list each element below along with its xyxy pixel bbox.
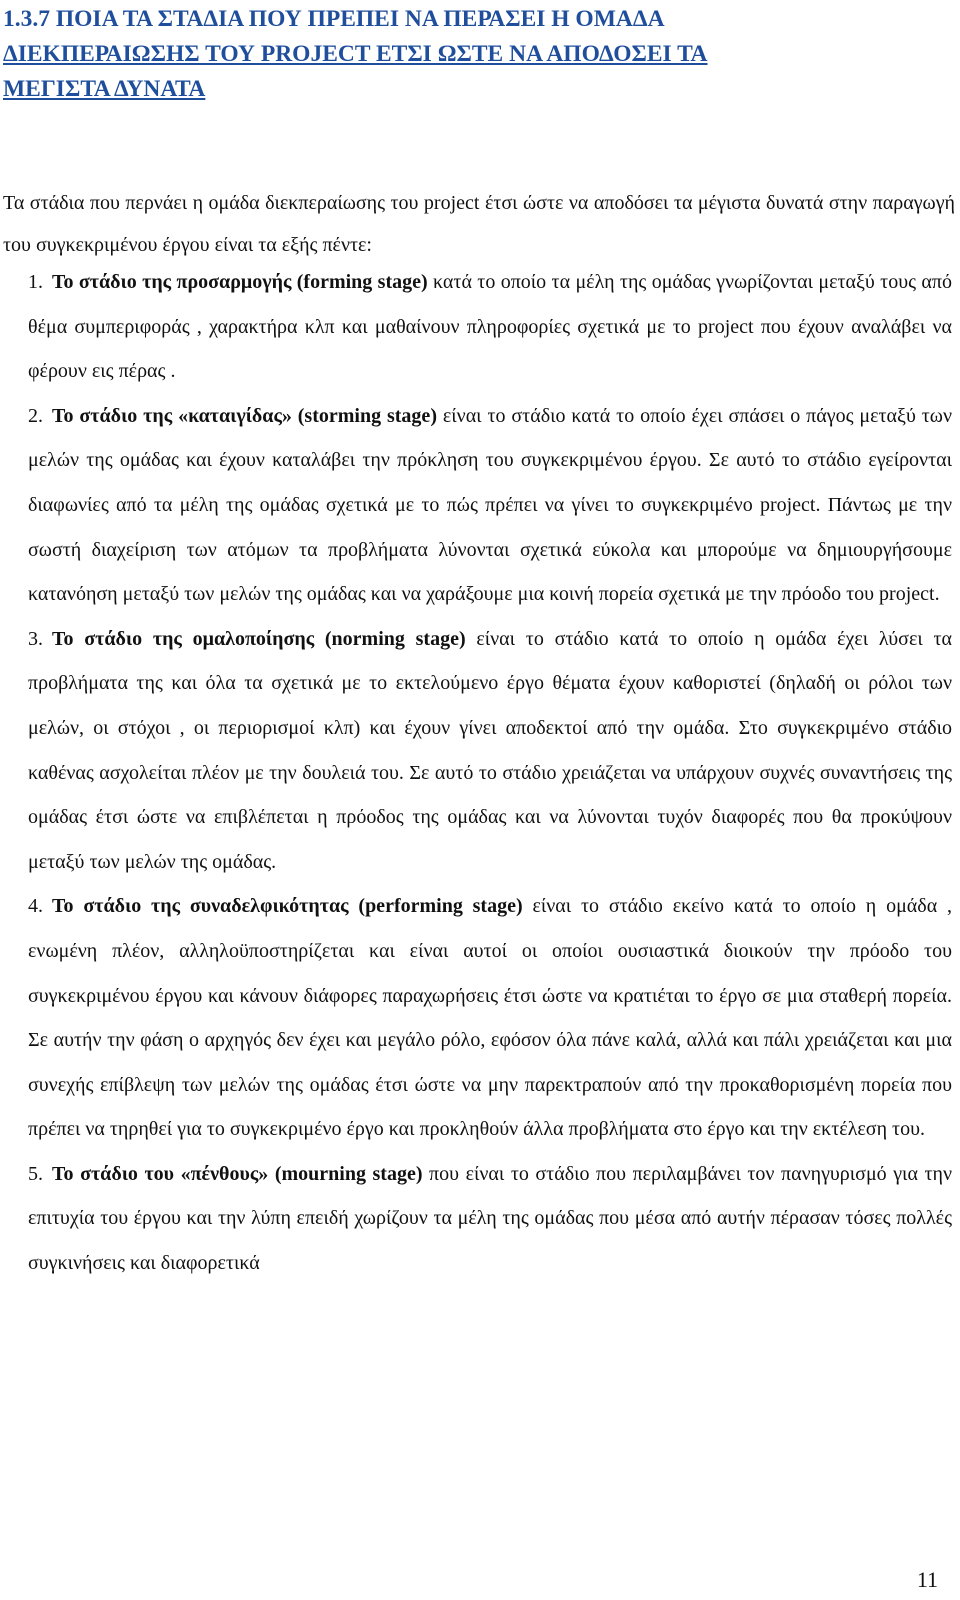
stage-item <box>28 1152 952 1286</box>
stage-text: που είναι το στάδιο που περιλαμβάνει τον πανηγυρισμό για την επιτυχία του έργου και την λύπη επειδή χωρίζουν τα μέλη της ομάδας που μέσα από αυτήν πέρασαν τόσες πολλές συγκινήσεις και διαφορετικά <box>28 1162 953 1275</box>
stage-text: είναι το στάδιο εκείνο κατά το οποίο η ομάδα , ενωμένη πλέον, αλληλοϋποστηρίζεται και είναι αυτοί οι οποίοι ουσιαστικά διοικούν την πρόοδο του συγκεκριμένου έργου και κάνουν διάφορες παραχωρήσεις έτσι ώστε να κρατιέται το έργο σε μια σταθερή πορεία. Σε αυτήν την φάση ο αρχηγός δεν έχει και μεγάλο ρόλο, εφόσον όλα πάνε καλά, αλλά και πάλι χρειάζεται και μια συνεχής επίβλεψη των μελών της ομάδας έτσι ώστε να μην παρεκτραπούν από την προκαθορισμένη πορεία που πρέπει να τηρηθεί για το συγκεκριμένο έργο και προκληθούν άλλα προβλήματα στο έργο και την εκτέλεση του. <box>28 895 952 1141</box>
stage-number: 2. <box>28 404 43 427</box>
stage-item <box>28 394 952 617</box>
intro-paragraph: Τα στάδια που περνάει η ομάδα διεκπεραίωσης του project έτσι ώστε να αποδόσει τα μέγιστα δυνατά στην παραγωγή του συγκεκριμένου έργου είναι τα εξής πέντε: <box>3 192 955 256</box>
stage-number: 1. <box>28 271 43 293</box>
stage-term: Το στάδιο της συναδελφικότητας (performing stage) <box>52 895 523 918</box>
stage-text: είναι το στάδιο κατά το οποίο έχει σπάσει ο πάγος μεταξύ των μελών της ομάδας και έχουν καταλάβει την πρόκληση του συγκεκριμένου έργου. Σε αυτό το στάδιο εγείρονται διαφωνίες από τα μέλη της ομάδας σχετικά με το πώς πρέπει να γίνει το συγκεκριμένο project. Πάντως με την σωστή διαχείριση των ατόμων τα προβλήματα λύνονται σχετικά εύκολα και μπορούμε να δημιουργήσουμε κατανόηση μεταξύ των μελών της ομάδας και να χαράξουμε μια κοινή πορεία σχετικά με την πρόοδο του project. <box>28 404 952 606</box>
stage-number: 4. <box>28 895 43 918</box>
stage-text: κατά το οποίο τα μέλη της ομάδας γνωρίζονται μεταξύ τους από θέμα συμπεριφοράς , χαρακτήρα κλπ και μαθαίνουν πληροφορίες σχετικά με το project που έχουν αναλάβει να φέρουν εις πέρας . <box>28 271 952 383</box>
page-number: 11 <box>916 1567 938 1592</box>
stage-item <box>28 260 952 394</box>
stage-text: είναι το στάδιο κατά το οποίο η ομάδα έχει λύσει τα προβλήματα της και όλα τα σχετικά με το εκτελούμενο έργο θέματα έχουν καθοριστεί (δηλαδή οι ρόλοι των μελών, οι στόχοι , οι περιορισμοί κλπ) και έχουν γίνει αποδεκτοί από την ομάδα. Στο συγκεκριμένο στάδιο καθένας ασχολείται πλέον με την δουλειά του. Σε αυτό το στάδιο χρειάζεται να υπάρχουν συχνές συναντήσεις της ομάδας έτσι ώστε να επιβλέπεται η πρόοδος της ομάδας και να λύνονται τυχόν διαφορές που θα προκύψουν μεταξύ των μελών της ομάδας. <box>28 627 952 873</box>
stage-term: Το στάδιο της προσαρμογής (forming stage) <box>52 271 428 293</box>
stage-number: 5. <box>28 1162 43 1185</box>
stage-item <box>28 884 952 1152</box>
stages-list <box>28 260 952 1286</box>
heading-line-2: ΔΙΕΚΠΕΡΑΙΩΣΗΣ ΤΟΥ PROJECT ΕΤΣΙ ΩΣΤΕ ΝΑ ΑΠΟΔΟΣΕΙ ΤΑ <box>3 41 708 67</box>
stage-number: 3. <box>28 627 43 650</box>
stage-term: Το στάδιο της «καταιγίδας» (storming stage) <box>52 404 437 427</box>
stage-term: Το στάδιο της ομαλοποίησης (norming stage) <box>52 627 466 650</box>
heading-line-1: 1.3.7 ΠΟΙΑ ΤΑ ΣΤΑΔΙΑ ΠΟΥ ΠΡΕΠΕΙ ΝΑ ΠΕΡΑΣΕΙ Η ΟΜΑΔΑ <box>3 6 665 32</box>
stage-term: Το στάδιο του «πένθους» (mourning stage) <box>52 1162 423 1185</box>
stage-item <box>28 617 952 885</box>
section-heading <box>3 2 953 107</box>
heading-line-3: ΜΕΓΙΣΤΑ ΔΥΝΑΤΑ <box>3 76 206 102</box>
